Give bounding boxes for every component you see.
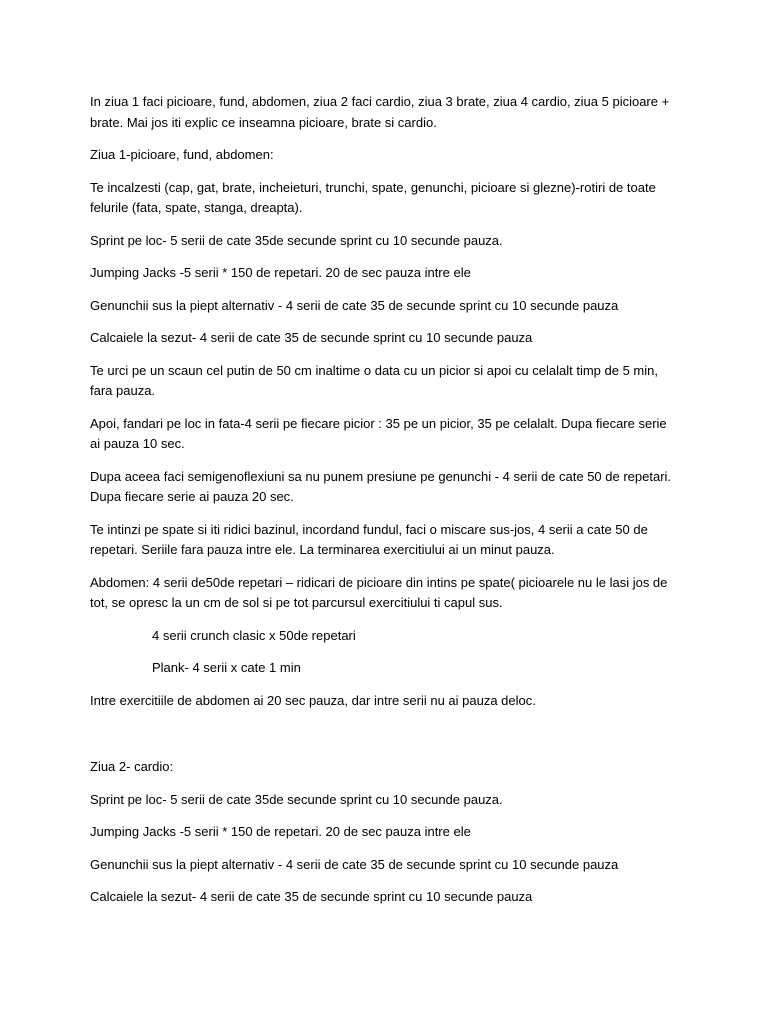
day1-item: Sprint pe loc- 5 serii de cate 35de secunde sprint cu 10 secunde pauza. — [90, 232, 503, 248]
day1-item: Te incalzesti (cap, gat, brate, incheieturi, trunchi, spate, genunchi, picioare si glezne)-rotiri de toate felurile (fata, spate, stanga, dreapta). — [90, 179, 656, 215]
day1-item: Te urci pe un scaun cel putin de 50 cm inaltime o data cu un picior si apoi cu celalalt timp de 5 min, fara pauza. — [90, 362, 658, 398]
day2-item: Jumping Jacks -5 serii * 150 de repetari. 20 de sec pauza intre ele — [90, 824, 471, 839]
day1-item: Te intinzi pe spate si iti ridici bazinul, incordand fundul, faci o miscare sus-jos, 4 serii a cate 50 de repetari. Seriile fara pauza intre ele. La terminarea exercitiului ai un minut pauza. — [90, 521, 648, 557]
day1-item: Abdomen: 4 serii de50de repetari – ridicari de picioare din intins pe spate( picioarele nu le lasi jos de tot, se opresc la un cm de sol si pe tot parcursul exercitiului ti capul sus. — [90, 574, 668, 610]
abdomen-sub-item: Plank- 4 serii x cate 1 min — [152, 660, 301, 675]
day2-item: Genunchii sus la piept alternativ - 4 serii de cate 35 de secunde sprint cu 10 secunde pauza — [90, 856, 619, 872]
day1-item: Dupa aceea faci semigenoflexiuni sa nu punem presiune pe genunchi - 4 serii de cate 50 de repetari. Dupa fiecare serie ai pauza 20 sec. — [90, 468, 672, 504]
day1-item: Apoi, fandari pe loc in fata-4 serii pe fiecare picior : 35 pe un picior, 35 pe celalalt. Dupa fiecare serie ai pauza 10 sec. — [90, 415, 667, 451]
abdomen-note: Intre exercitiile de abdomen ai 20 sec pauza, dar intre serii nu ai pauza deloc. — [90, 692, 536, 708]
section-spacer — [90, 723, 680, 757]
day1-item: Genunchii sus la piept alternativ - 4 serii de cate 35 de secunde sprint cu 10 secunde pauza — [90, 297, 619, 313]
day1-heading: Ziua 1-picioare, fund, abdomen: — [90, 147, 274, 162]
day2-item: Calcaiele la sezut- 4 serii de cate 35 de secunde sprint cu 10 secunde pauza — [90, 889, 533, 904]
day2-item: Sprint pe loc- 5 serii de cate 35de secunde sprint cu 10 secunde pauza. — [90, 791, 503, 807]
document-body — [90, 92, 680, 920]
day1-item: Jumping Jacks -5 serii * 150 de repetari. 20 de sec pauza intre ele — [90, 265, 471, 280]
day2-heading: Ziua 2- cardio: — [90, 759, 174, 774]
intro-paragraph: In ziua 1 faci picioare, fund, abdomen, ziua 2 faci cardio, ziua 3 brate, ziua 4 cardio, ziua 5 picioare + brate. Mai jos iti explic ce inseamna picioare, brate si cardio. — [90, 94, 670, 130]
abdomen-sub-item: 4 serii crunch clasic x 50de repetari — [152, 627, 356, 643]
day1-item: Calcaiele la sezut- 4 serii de cate 35 de secunde sprint cu 10 secunde pauza — [90, 330, 533, 345]
